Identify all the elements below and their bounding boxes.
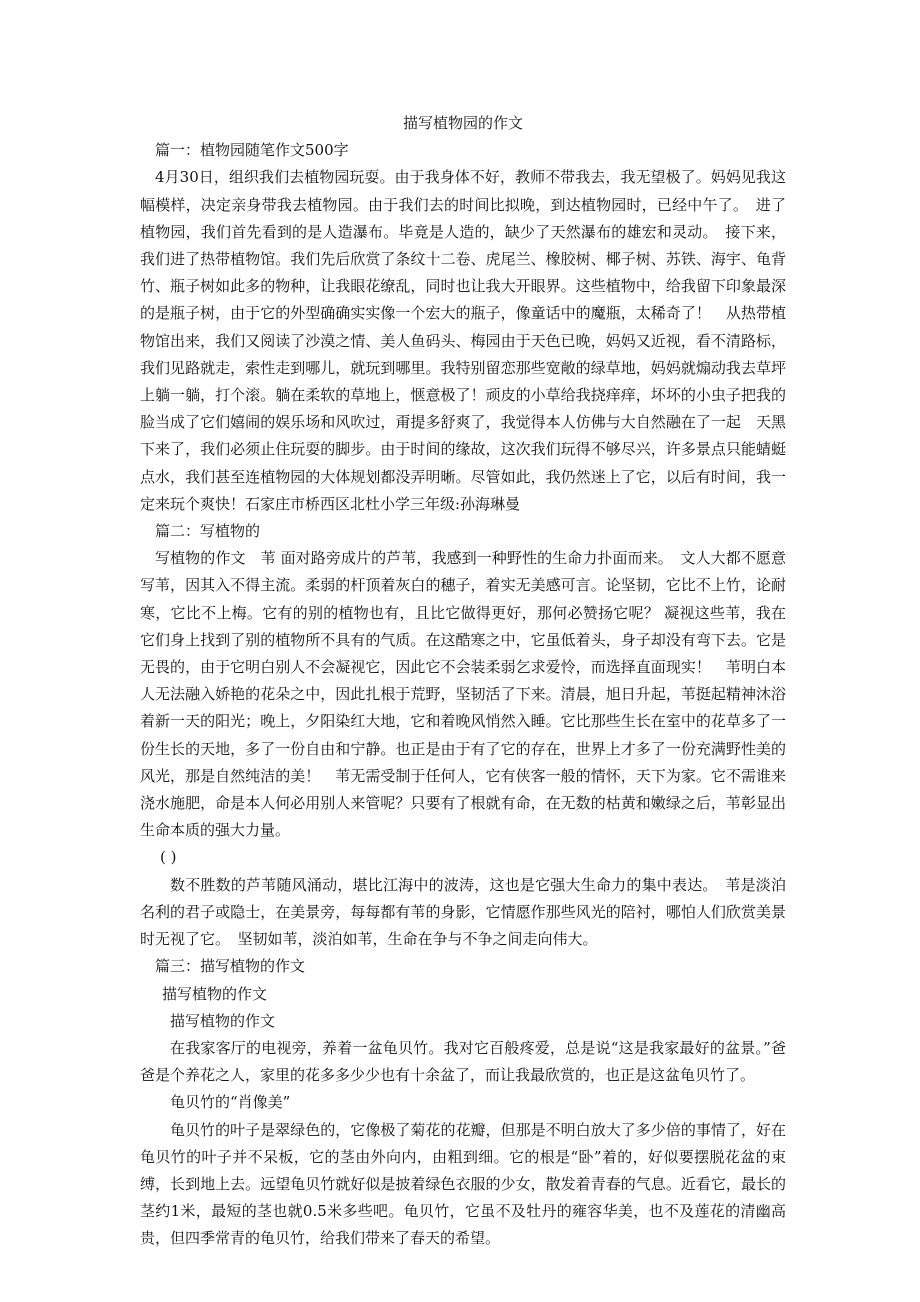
section3-heading: 篇三：描写植物的作文	[155, 957, 306, 976]
section1-body: 4月30日，组织我们去植物园玩耍。由于我身体不好，教师不带我去，我无望极了。妈妈见我这幅模样，决定亲身带我去植物园。由于我们去的时间比拟晚，到达植物园时，已经中午了。 进了植物园，我们首先看到的是人造瀑布。毕竟是人造的，缺少了天然瀑布的雄宏和灵动。 接下来，我们进了热带植物馆。我们先后欣赏了条纹十二卷、虎尾兰、橡胶树、椰子树、苏铁、海宇、龟背竹、瓶子树如此多的物种，让我眼花缭乱，同时也让我大开眼界。这些植物中，给我留下印象最深的是瓶子树，由于它的外型确确实实像一个宏大的瓶子，像童话中的魔瓶，太稀奇了！ 从热带植物馆出来，我们又阅读了沙漠之情、美人鱼码头、梅园由于天色已晚，妈妈又近视，看不清路标，我们见路就走，索性走到哪儿，就玩到哪里。我特别留恋那些宽敞的绿草地，妈妈就煽动我去草坪上躺一躺，打个滚。躺在柔软的草地上，惬意极了！顽皮的小草给我挠痒痒，坏坏的小虫子把我的脸当成了它们嬉闹的娱乐场和风吹过，甭提多舒爽了，我觉得本人仿佛与大自然融在了一起 天黑下来了，我们必须止住玩耍的脚步。由于时间的缘故，这次我们玩得不够尽兴，许多景点只能蜻蜓点水，我们甚至连植物园的大体规划都没弄明晰。尽管如此，我仍然迷上了它，以后有时间，我一定来玩个爽快！石家庄市桥西区北杜小学三年级:孙海琳曼	[140, 168, 786, 513]
document-title: 描写植物园的作文	[402, 114, 523, 132]
document-page	[140, 110, 786, 1253]
section2-heading: 篇二：写植物的	[155, 522, 261, 541]
section3-subheading-3: 龟贝竹的“肖像美”	[170, 1093, 291, 1112]
section2-body: 写植物的作文 苇 面对路旁成片的芦苇，我感到一种野性的生命力扑面而来。 文人大都不愿意写苇，因其入不得主流。柔弱的杆顶着灰白的穗子，着实无美感可言。论坚韧，它比不上竹，论耐寒，它比不上梅。它有的别的植物也有，且比它做得更好，那何必赞扬它呢？ 凝视这些苇，我在它们身上找到了别的植物所不具有的气质。在这酷寒之中，它虽低着头，身子却没有弯下去。它是无畏的，由于它明白别人不会凝视它，因此它不会装柔弱乞求爱怜，而选择直面现实！ 苇明白本人无法融入娇艳的花朵之中，因此扎根于荒野，坚韧活了下来。清晨，旭日升起，苇挺起精神沐浴着新一天的阳光；晚上，夕阳染红大地，它和着晚风悄然入睡。它比那些生长在室中的花草多了一份生长的天地，多了一份自由和宁静。也正是由于有了它的存在，世界上才多了一份充满野性美的风光，那是自然纯洁的美！ 苇无需受制于任何人，它有侠客一般的情怀，天下为家。它不需谁来浇水施肥，命是本人何必用别人来管呢？只要有了根就有命，在无数的枯黄和嫩绿之后，苇彰显出生命本质的强大力量。	[140, 549, 786, 840]
section2-body2: 数不胜数的芦苇随风涌动，堪比江海中的波涛，这也是它强大生命力的集中表达。 苇是淡泊名利的君子或隐士，在美景旁，每每都有苇的身影，它情愿作那些风光的陪衬，哪怕人们欣赏美景时无视了它。 坚韧如苇，淡泊如苇，生命在争与不争之间走向伟大。	[140, 875, 786, 949]
section3-paragraph-2: 龟贝竹的叶子是翠绿色的，它像极了菊花的花瓣，但那是不明白放大了多少倍的事情了，好在龟贝竹的叶子并不呆板，它的茎由外向内，由粗到细。它的根是“卧”着的，好似要摆脱花盆的束缚，长到地上去。远望龟贝竹就好似是披着绿色衣服的少女，散发着青春的气息。近看它，最长的茎约1米，最短的茎也就0.5米多些吧。龟贝竹，它虽不及牡丹的雍容华美，也不及莲花的清幽高贵，但四季常青的龟贝竹，给我们带来了春天的希望。	[140, 1120, 786, 1248]
section3-paragraph-1: 在我家客厅的电视旁，养着一盆龟贝竹。我对它百般疼爱，总是说“这是我家最好的盆景。”爸爸是个养花之人，家里的花多多少少也有十余盆了，而让我最欣赏的，也正是这盆龟贝竹了。	[140, 1038, 786, 1085]
section3-subheading-2: 描写植物的作文	[170, 1011, 276, 1030]
section1-heading: 篇一：植物园随笔作文500字	[155, 141, 349, 160]
section2-paren: ( )	[160, 848, 177, 867]
section3-subheading-1: 描写植物的作文	[162, 984, 268, 1003]
